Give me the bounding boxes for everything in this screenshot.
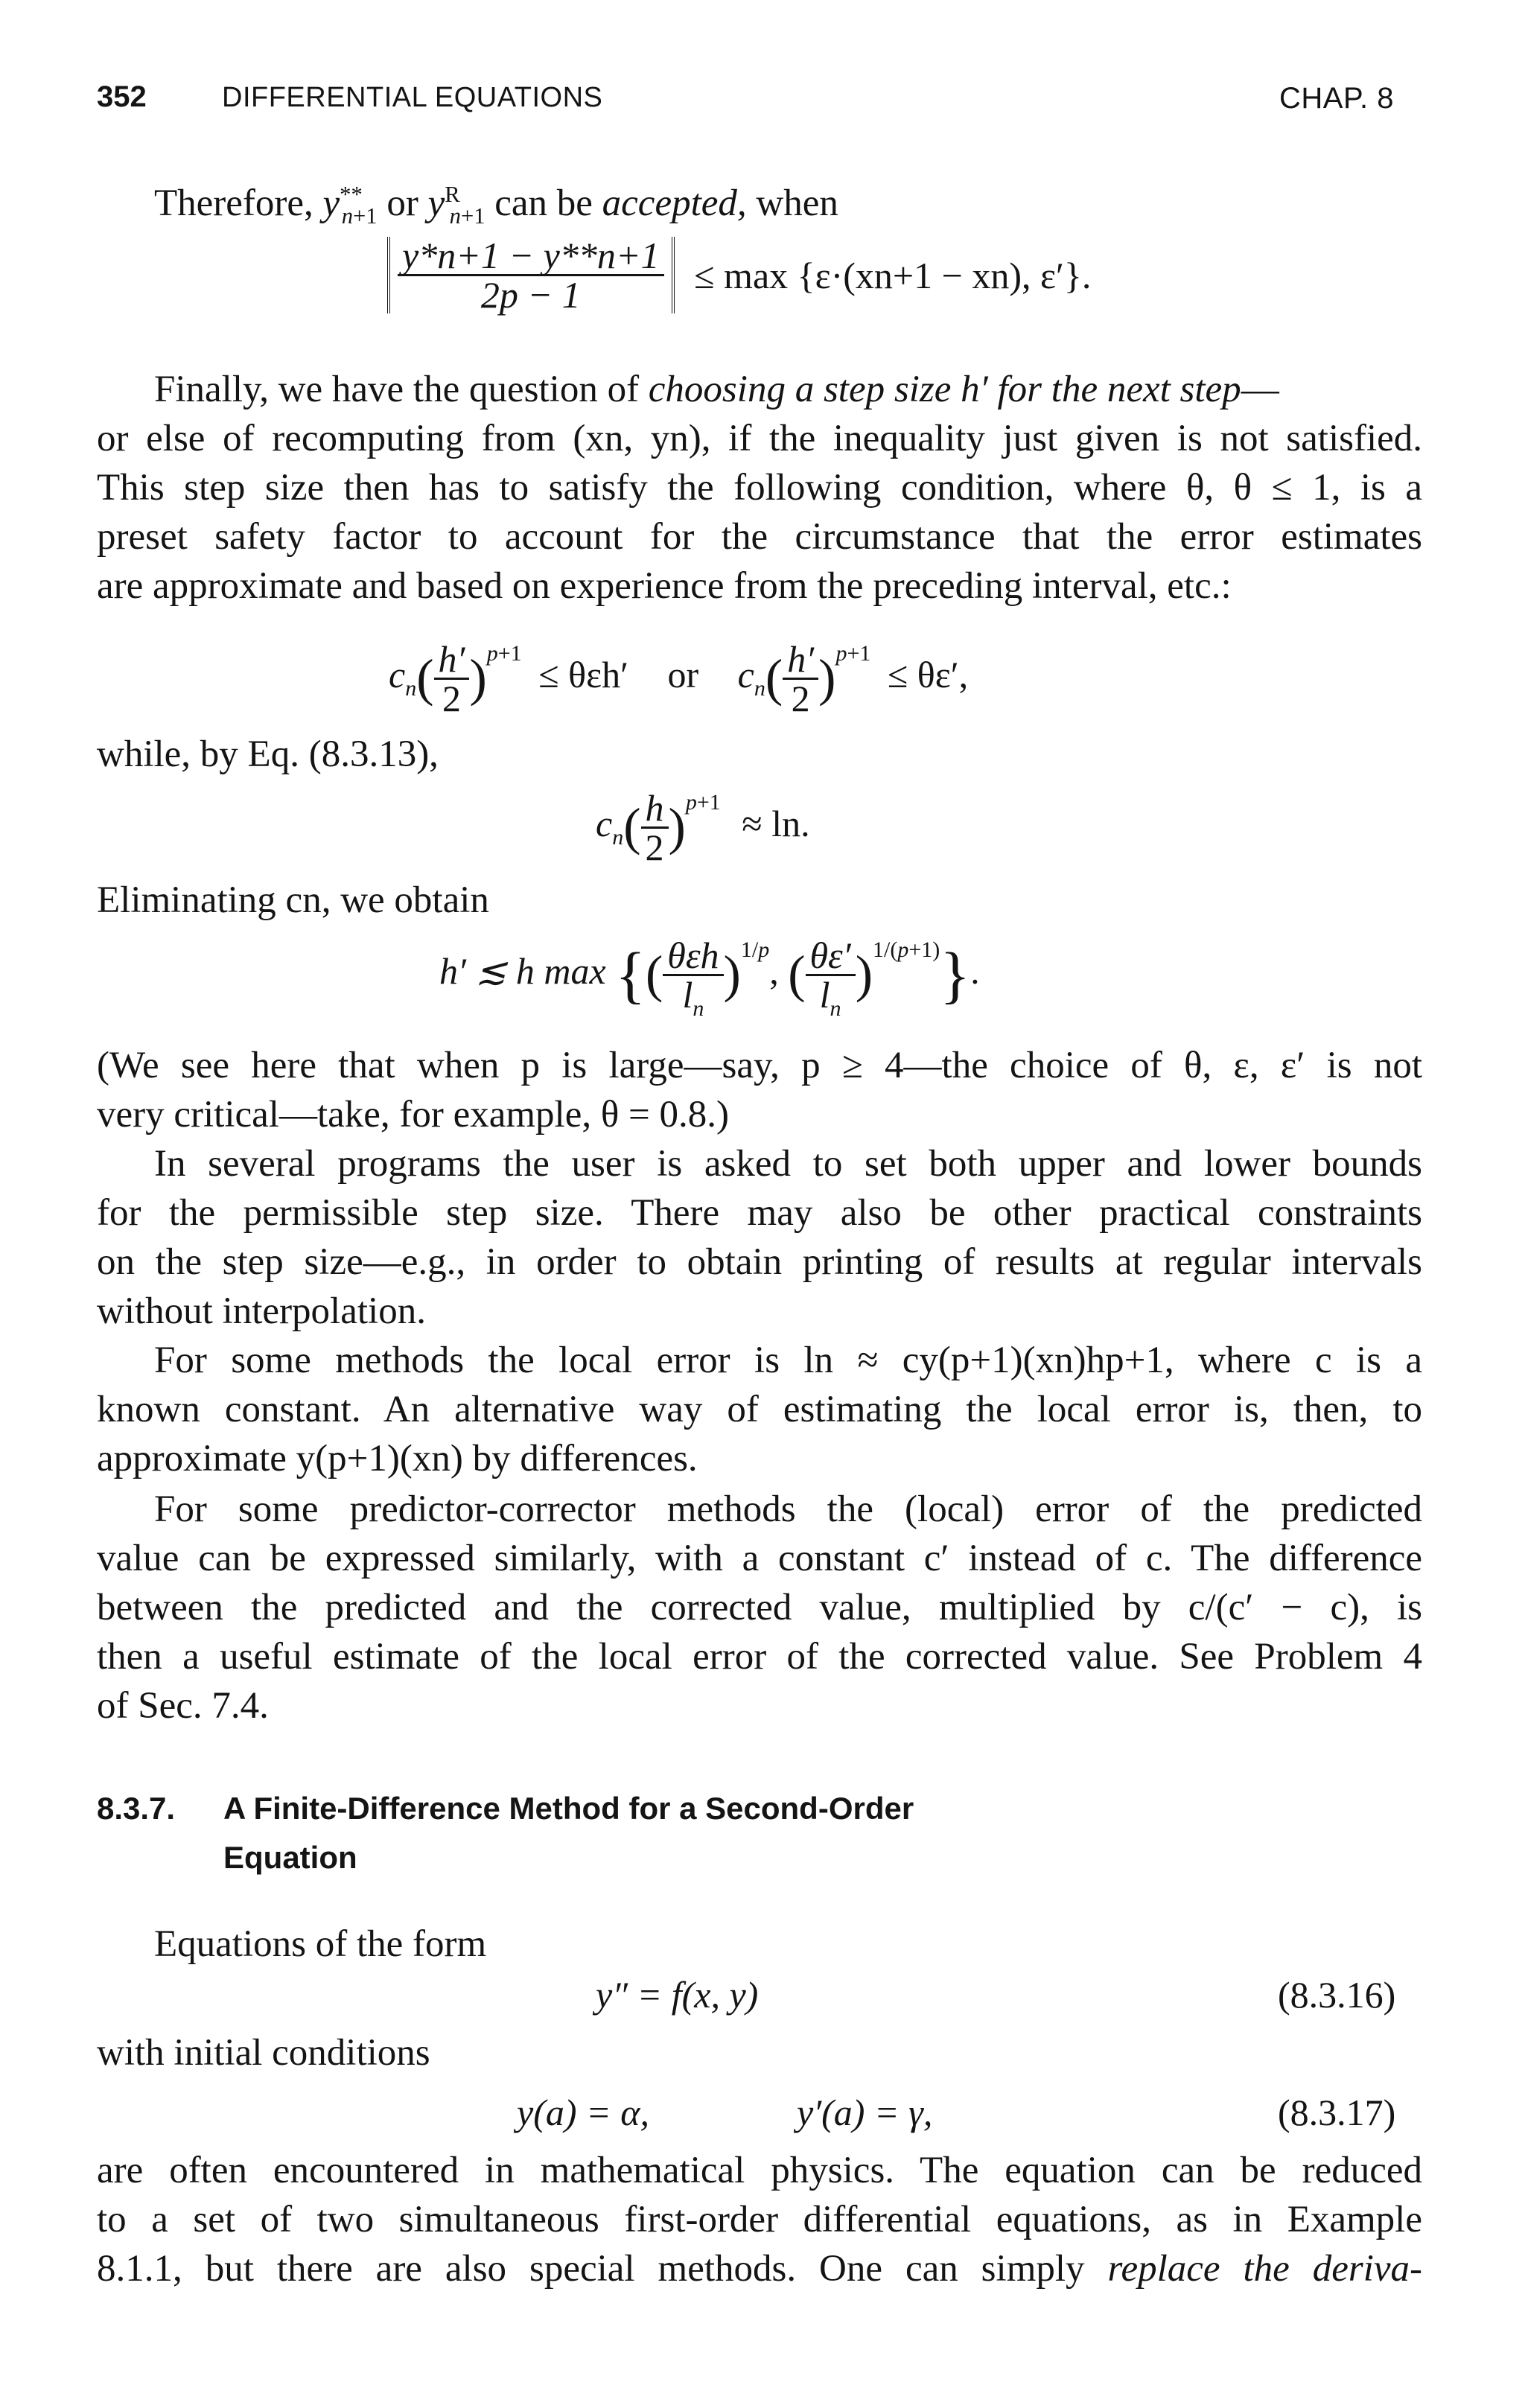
section-number: 8.3.7. xyxy=(97,1791,176,1826)
equation-number-8-3-17: (8.3.17) xyxy=(1278,2092,1396,2133)
initial-conditions-line: with initial conditions xyxy=(97,2032,430,2074)
eliminating-line: Eliminating cn, we obtain xyxy=(97,879,489,921)
page-number: 352 xyxy=(97,80,147,113)
equation-condition: $c_n$( $\frac{h'}{2}$ )$^{p+1}$ ≤ θεh′ or $c_n$( $\frac{h'}{2}$ )$^{p+1}$ ≤ θε′, xyxy=(389,638,969,719)
accept-numerator: y*n+1 − y**n+1 xyxy=(398,237,664,276)
equations-form-line: Equations of the form xyxy=(154,1923,487,1965)
running-title: DIFFERENTIAL EQUATIONS xyxy=(222,82,603,113)
paragraph-accept: Therefore, $y^{**}_{n+1}$ or $y^R_{n+1}$ can be accepted, when xyxy=(154,182,838,229)
equation-ln: $c_n$( $\frac{h}{2}$ )$^{p+1}$ ≈ ln. xyxy=(596,787,810,868)
paragraph-predictor-corrector: For some predictor-corrector methods the (local) error of the predicted value can be expressed similarly, with a constant c′ instead of c. The difference between the predicted and the corrected value, multiplied by c/(c′ − c), is then a useful estimate of the local error of the corrected value. See Problem 4 of Sec. 7.4. xyxy=(97,1488,1422,1727)
equation-number-8-3-16: (8.3.16) xyxy=(1278,1974,1396,2016)
paragraph-step-size: Finally, we have the question of choosing a step size h′ for the next step— or else of recomputing from (xn, yn), if the inequality just given is not satisfied. This step size then has to satisfy the following condition, where θ, θ ≤ 1, is a preset safety factor to account for the circumstance that the error estimates are approximate and based on experience from the preceding interval, etc.: xyxy=(97,369,1422,607)
equation-accept xyxy=(387,235,1092,316)
paragraph-physics: are often encountered in mathematical physics. The equation can be reduced to a set of two simultaneous first-order differential equations, as in Example 8.1.1, but there are also special methods. One can simply replace the deriva- xyxy=(97,2150,1422,2290)
equation-h-bound: h′ ≲ h max {( $\frac{\text{θεh}}{l_n}$ )$^{1/p}$, ( $\frac{\theta\varepsilon'}{l_n}$ )$^{1/(p+1)}$}. xyxy=(439,934,980,1021)
paragraph-local-error: For some methods the local error is ln ≈ cy(p+1)(xn)hp+1, where c is a known constant. An alternative way of estimating the local error is, then, to approximate y(p+1)(xn) by differences. xyxy=(97,1340,1422,1479)
equation-8-3-16: y″ = f(x, y) xyxy=(596,1974,759,2016)
paragraph-bounds: In several programs the user is asked to set both upper and lower bounds for the permissible step size. There may also be other practical constraints on the step size—e.g., in order to obtain printing of results at regular intervals without interpolation. xyxy=(97,1143,1422,1332)
equation-8-3-17-part-a: y(a) = α, xyxy=(517,2092,649,2133)
paragraph-theta: (We see here that when p is large—say, p ≥ 4—the choice of θ, ε, ε′ is not very critical—take, for example, θ = 0.8.) xyxy=(97,1045,1422,1135)
accept-denominator: 2p − 1 xyxy=(480,274,581,316)
section-title-line1: A Finite-Difference Method for a Second-Order xyxy=(223,1791,914,1826)
accept-rhs: ≤ max {ε·(xn+1 − xn), ε′}. xyxy=(694,254,1092,296)
while-line: while, by Eq. (8.3.13), xyxy=(97,733,439,775)
chapter-label: CHAP. 8 xyxy=(1279,82,1394,115)
section-title-line2: Equation xyxy=(223,1840,357,1875)
equation-8-3-17-part-b: y′(a) = γ, xyxy=(797,2092,933,2133)
